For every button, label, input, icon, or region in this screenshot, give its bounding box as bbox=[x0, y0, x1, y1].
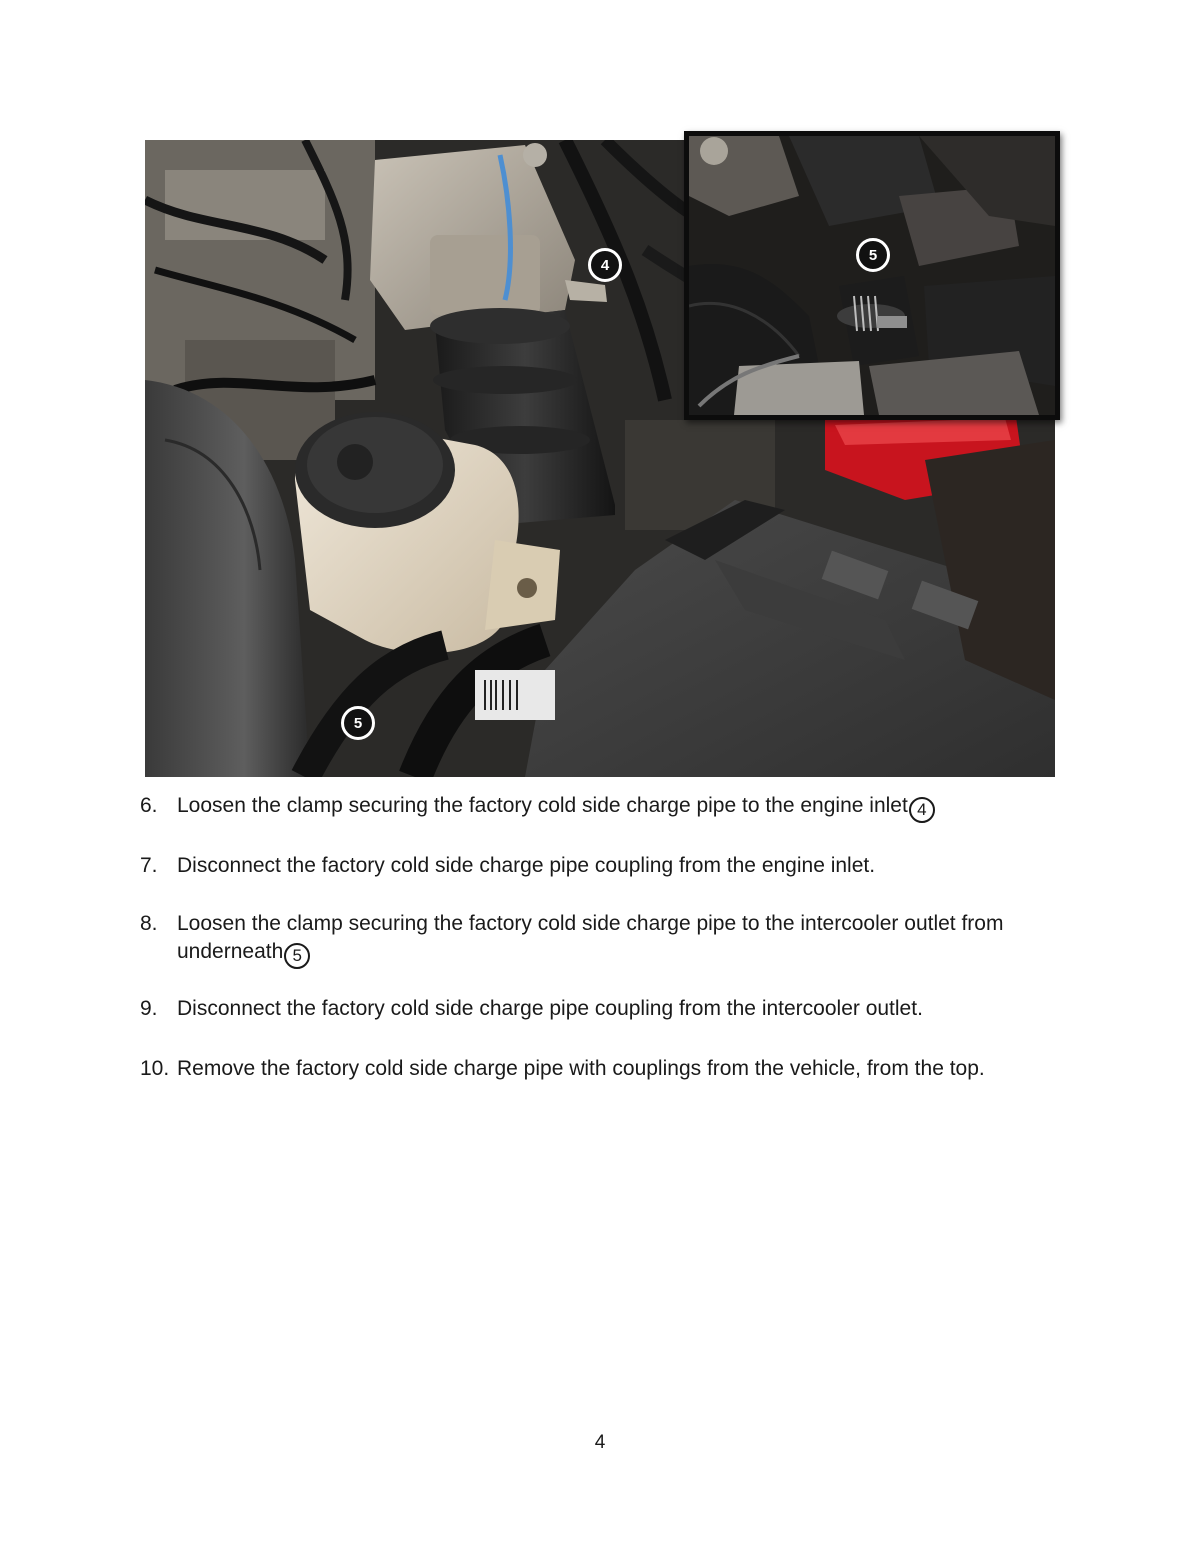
step-number: 7. bbox=[140, 854, 158, 877]
step-10 bbox=[140, 1055, 1070, 1083]
inline-callout-5: 5 bbox=[284, 943, 310, 969]
inset-illustration bbox=[689, 136, 1055, 415]
step-text-body: Loosen the clamp securing the factory cold side charge pipe to the engine inlet bbox=[177, 794, 908, 817]
step-text: Disconnect the factory cold side charge pipe coupling from the intercooler outlet. bbox=[177, 997, 923, 1020]
step-9 bbox=[140, 995, 1070, 1023]
callout-5-inset: 5 bbox=[856, 238, 890, 272]
step-number: 8. bbox=[140, 912, 158, 935]
step-text bbox=[177, 792, 1070, 823]
step-number: 9. bbox=[140, 997, 158, 1020]
step-8 bbox=[140, 910, 1070, 969]
step-7 bbox=[140, 852, 1070, 880]
inset-detail-photo bbox=[684, 131, 1060, 420]
step-text: Disconnect the factory cold side charge pipe coupling from the engine inlet. bbox=[177, 854, 876, 877]
step-6 bbox=[140, 792, 1070, 823]
step-text-body: Loosen the clamp securing the factory cold side charge pipe to the intercooler outlet from underneath bbox=[177, 912, 1004, 963]
callout-4-main: 4 bbox=[588, 248, 622, 282]
step-number: 10. bbox=[140, 1057, 170, 1080]
callout-5-main: 5 bbox=[341, 706, 375, 740]
step-text: Remove the factory cold side charge pipe with couplings from the vehicle, from the top. bbox=[177, 1057, 985, 1080]
page-number: 4 bbox=[594, 1432, 606, 1453]
step-text bbox=[177, 910, 1070, 969]
inline-callout-4: 4 bbox=[909, 797, 935, 823]
step-number: 6. bbox=[140, 794, 158, 817]
